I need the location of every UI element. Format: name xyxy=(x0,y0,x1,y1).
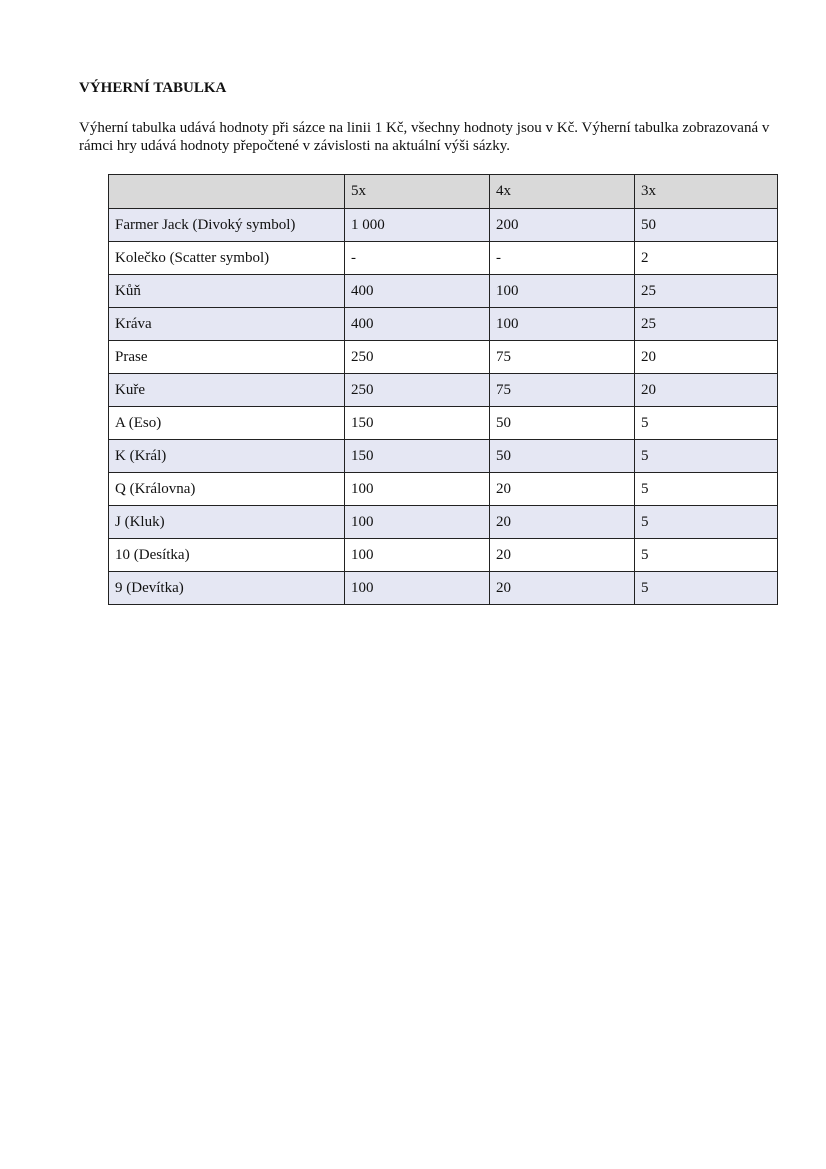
value-cell: 5 xyxy=(635,473,778,506)
value-cell: - xyxy=(490,242,635,275)
symbol-cell: Q (Královna) xyxy=(109,473,345,506)
header-cell: 4x xyxy=(490,175,635,209)
header-row xyxy=(109,175,778,209)
page-title: VÝHERNÍ TABULKA xyxy=(79,80,227,96)
value-cell: 20 xyxy=(490,572,635,605)
value-cell: 5 xyxy=(635,440,778,473)
symbol-cell: Kráva xyxy=(109,308,345,341)
value-cell: 5 xyxy=(635,407,778,440)
value-cell: - xyxy=(345,242,490,275)
value-cell: 20 xyxy=(635,374,778,407)
symbol-cell: K (Král) xyxy=(109,440,345,473)
value-cell: 20 xyxy=(490,473,635,506)
value-cell: 50 xyxy=(490,407,635,440)
header-cell xyxy=(109,175,345,209)
value-cell: 400 xyxy=(345,308,490,341)
value-cell: 400 xyxy=(345,275,490,308)
value-cell: 100 xyxy=(345,506,490,539)
value-cell: 75 xyxy=(490,374,635,407)
value-cell: 5 xyxy=(635,539,778,572)
paytable xyxy=(108,174,778,605)
table-row xyxy=(109,506,778,539)
value-cell: 20 xyxy=(490,539,635,572)
table-row xyxy=(109,572,778,605)
value-cell: 100 xyxy=(490,308,635,341)
table-row xyxy=(109,275,778,308)
table-row xyxy=(109,440,778,473)
symbol-cell: Prase xyxy=(109,341,345,374)
symbol-cell: Kolečko (Scatter symbol) xyxy=(109,242,345,275)
value-cell: 75 xyxy=(490,341,635,374)
table-row xyxy=(109,407,778,440)
symbol-cell: J (Kluk) xyxy=(109,506,345,539)
value-cell: 100 xyxy=(345,539,490,572)
symbol-cell: Kůň xyxy=(109,275,345,308)
value-cell: 100 xyxy=(345,473,490,506)
header-cell: 3x xyxy=(635,175,778,209)
value-cell: 20 xyxy=(635,341,778,374)
value-cell: 200 xyxy=(490,209,635,242)
table-row xyxy=(109,539,778,572)
value-cell: 150 xyxy=(345,407,490,440)
symbol-cell: A (Eso) xyxy=(109,407,345,440)
table-row xyxy=(109,341,778,374)
value-cell: 5 xyxy=(635,572,778,605)
value-cell: 5 xyxy=(635,506,778,539)
value-cell: 2 xyxy=(635,242,778,275)
symbol-cell: 9 (Devítka) xyxy=(109,572,345,605)
intro-paragraph: Výherní tabulka udává hodnoty při sázce na linii 1 Kč, všechny hodnoty jsou v Kč. Výherní tabulka zobrazovaná v rámci hry udává hodnoty přepočtené v závislosti na aktuální výši sázky. xyxy=(79,120,770,154)
symbol-cell: Kuře xyxy=(109,374,345,407)
symbol-cell: 10 (Desítka) xyxy=(109,539,345,572)
value-cell: 25 xyxy=(635,308,778,341)
header-cell: 5x xyxy=(345,175,490,209)
value-cell: 1 000 xyxy=(345,209,490,242)
table-row xyxy=(109,473,778,506)
table-row xyxy=(109,308,778,341)
value-cell: 25 xyxy=(635,275,778,308)
value-cell: 20 xyxy=(490,506,635,539)
table-row xyxy=(109,374,778,407)
value-cell: 50 xyxy=(490,440,635,473)
value-cell: 250 xyxy=(345,341,490,374)
value-cell: 50 xyxy=(635,209,778,242)
table-row xyxy=(109,242,778,275)
table-row xyxy=(109,209,778,242)
value-cell: 150 xyxy=(345,440,490,473)
value-cell: 100 xyxy=(345,572,490,605)
value-cell: 250 xyxy=(345,374,490,407)
value-cell: 100 xyxy=(490,275,635,308)
symbol-cell: Farmer Jack (Divoký symbol) xyxy=(109,209,345,242)
